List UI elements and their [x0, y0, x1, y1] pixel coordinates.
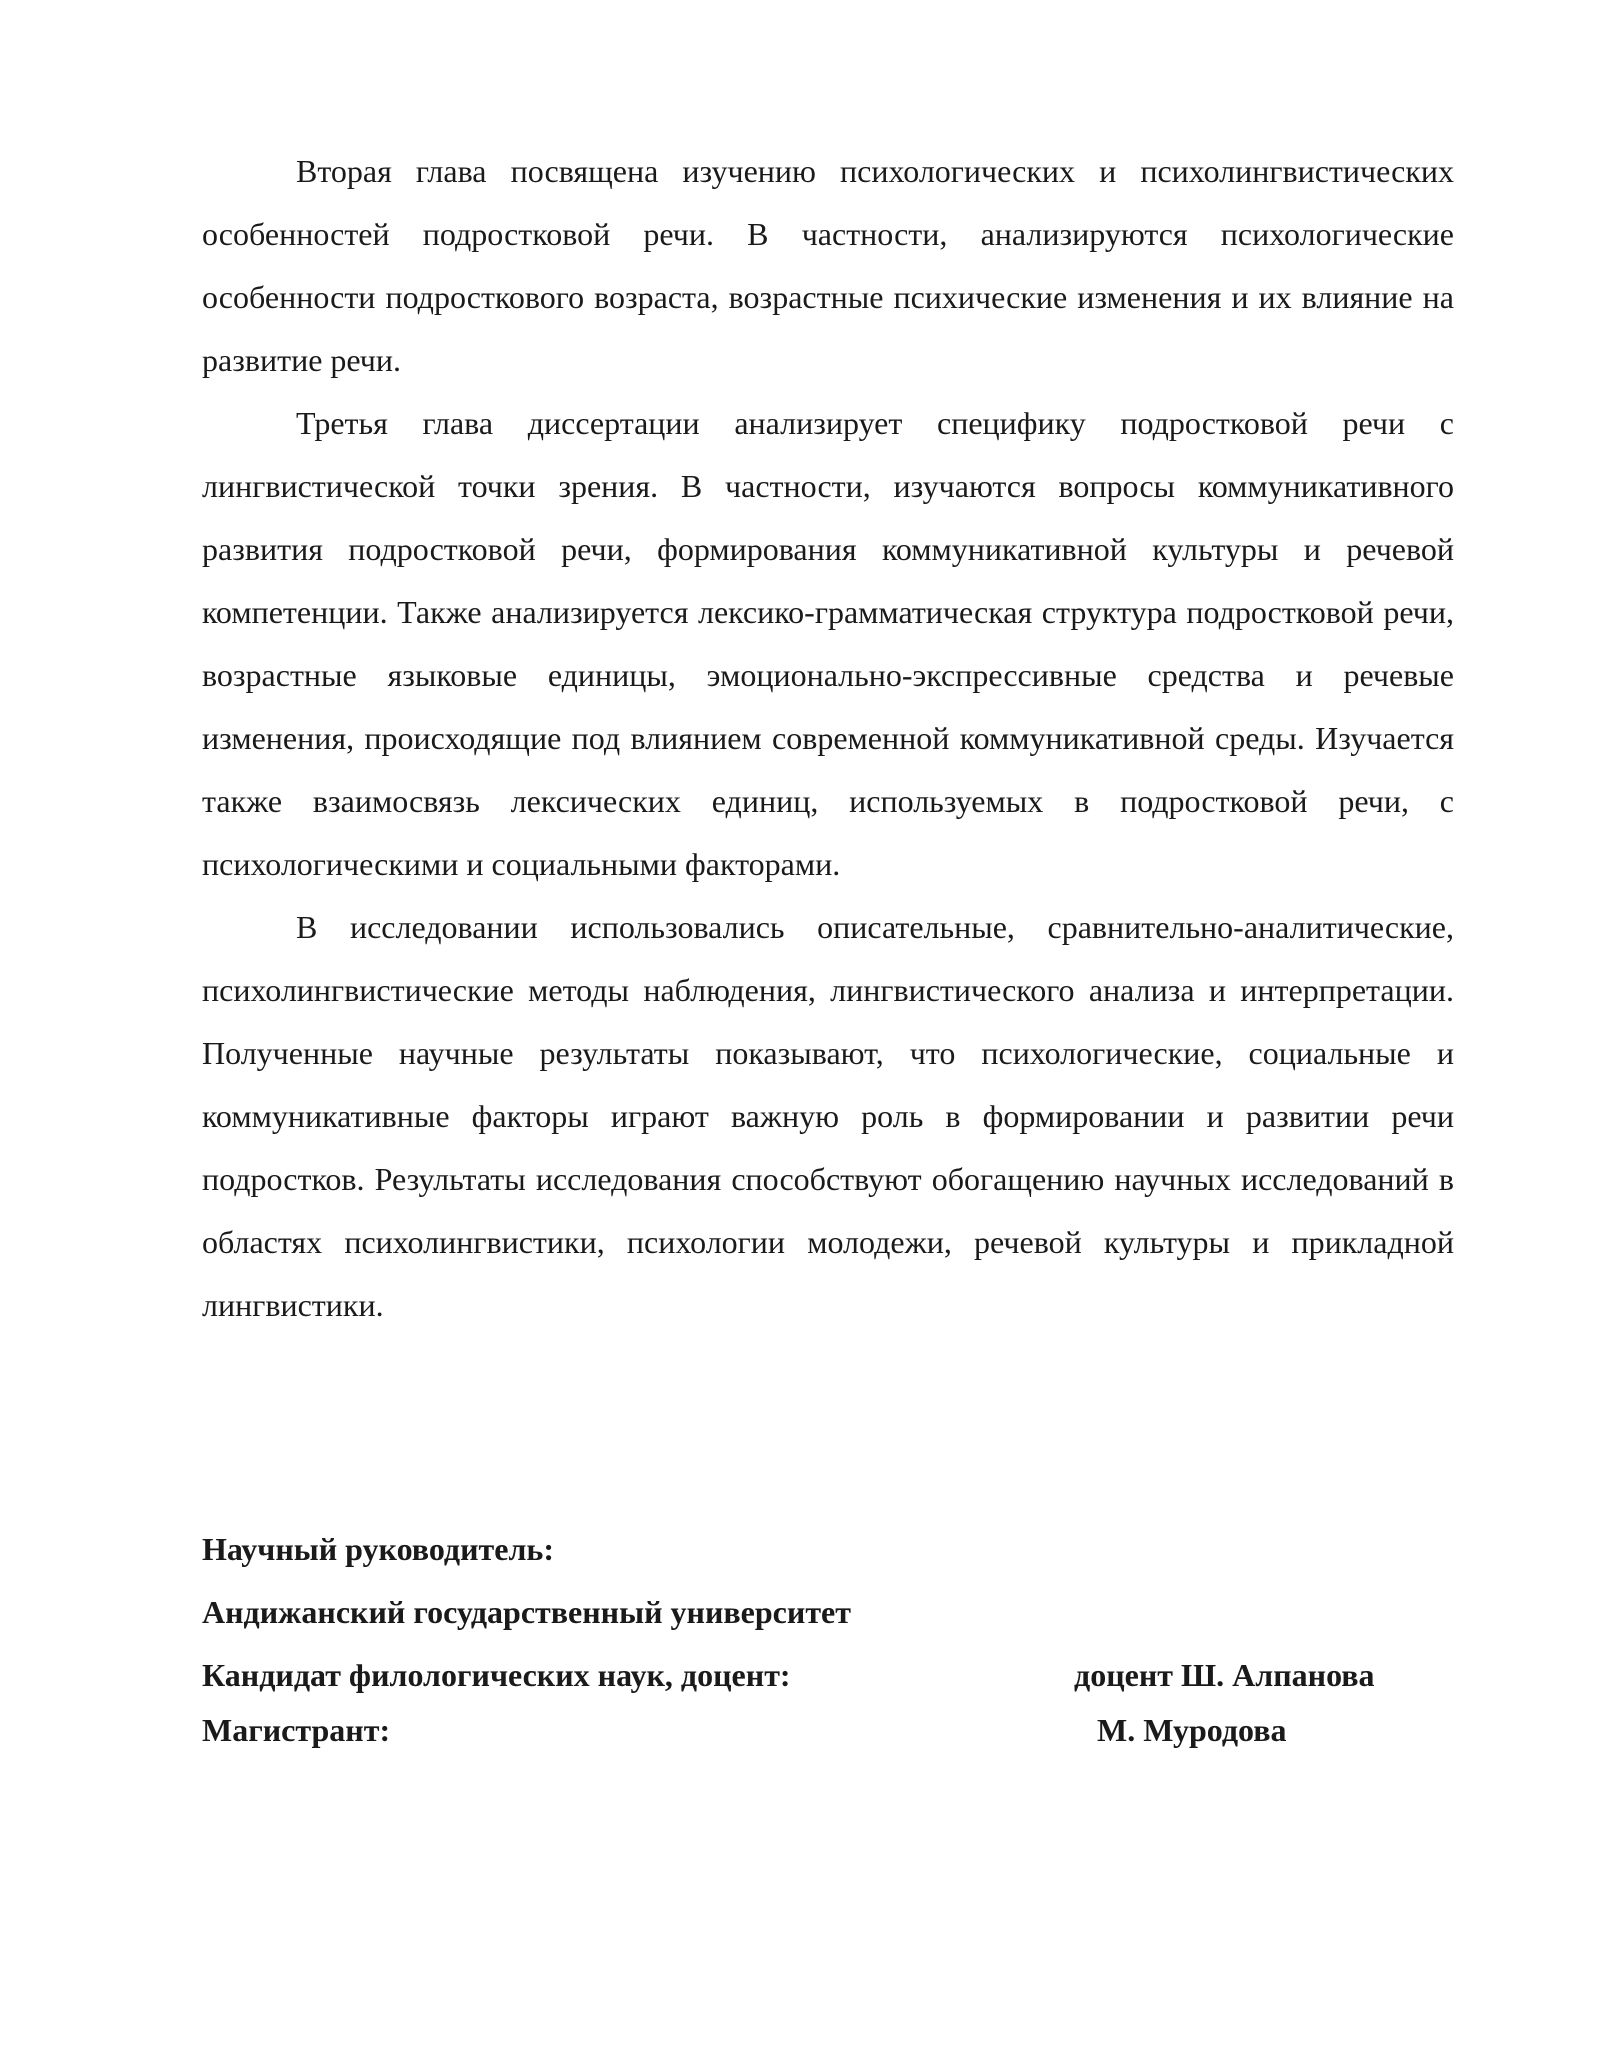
- paragraph-chapter-two: Вторая глава посвящена изучению психологических и психолингвистических особенностей подростковой речи. В частности, анализируются психологические особенности подросткового возраста, возрастные психические изменения и их влияние на развитие речи.: [202, 153, 1454, 378]
- student-label: Магистрант:: [202, 1712, 391, 1748]
- advisor-name: доцент Ш. Алпанова: [1074, 1657, 1375, 1693]
- signature-block: [202, 1518, 1454, 1754]
- paragraph-chapter-three: Третья глава диссертации анализирует специфику подростковой речи с лингвистической точки зрения. В частности, изучаются вопросы коммуникативного развития подростковой речи, формирования коммуникативной культуры и речевой компетенции. Также анализируется лексико-грамматическая структура подростковой речи, возрастные языковые единицы, эмоционально-экспрессивные средства и речевые изменения, происходящие под влиянием современной коммуникативной среды. Изучается также взаимосвязь лексических единиц, используемых в подростковой речи, с психологическими и социальными факторами.: [202, 405, 1454, 882]
- advisor-title: Кандидат филологических наук, доцент:: [202, 1657, 791, 1693]
- advisor-heading: Научный руководитель:: [202, 1531, 554, 1567]
- paragraph-methods: В исследовании использовались описательные, сравнительно-аналитические, психолингвистические методы наблюдения, лингвистического анализа и интерпретации. Полученные научные результаты показывают, что психологические, социальные и коммуникативные факторы играют важную роль в формировании и развитии речи подростков. Результаты исследования способствуют обогащению научных исследований в областях психолингвистики, психологии молодежи, речевой культуры и прикладной лингвистики.: [202, 909, 1454, 1323]
- document-body: [202, 140, 1454, 1337]
- student-row: [202, 1707, 1454, 1754]
- advisor-row: [202, 1644, 1454, 1707]
- university-name: Андижанский государственный университет: [202, 1594, 851, 1630]
- student-name: М. Муродова: [1097, 1712, 1287, 1748]
